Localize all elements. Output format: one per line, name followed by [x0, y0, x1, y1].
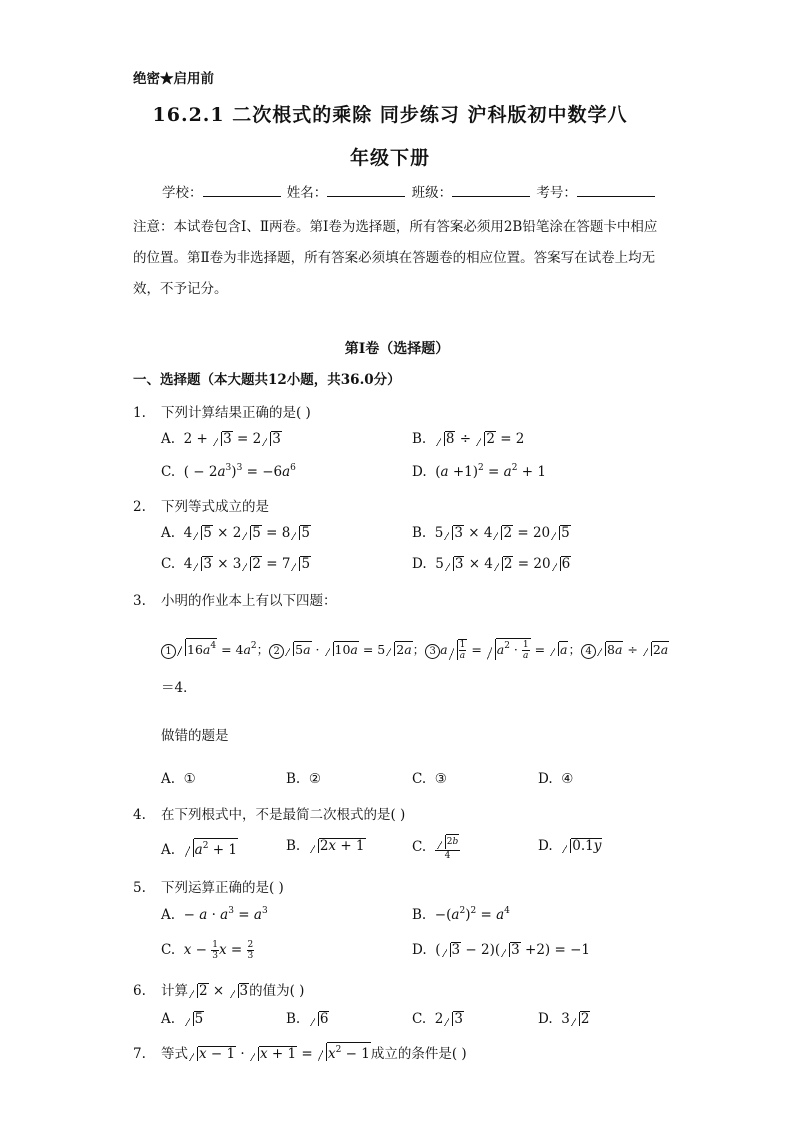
- question-number: 2.: [133, 499, 146, 515]
- q1-option-a[interactable]: A. 2 + 3 = 2 3: [161, 431, 281, 447]
- question-4: [133, 803, 405, 823]
- q1-option-c[interactable]: C. ( − $2a^3)^3 = -6a^6$: [161, 463, 296, 480]
- school-blank[interactable]: [203, 184, 281, 197]
- q2-option-b[interactable]: B. 5 3 × 4 2 = 20 5: [412, 525, 570, 541]
- page-title: 16.2.1 二次根式的乘除 同步练习 沪科版初中数学八: [152, 104, 628, 126]
- question-6: 6. 计算 2 × 3的值为( ): [133, 983, 305, 999]
- exam-number-label: 考号：: [536, 185, 577, 201]
- class-blank[interactable]: [452, 184, 530, 197]
- name-blank[interactable]: [327, 184, 405, 197]
- q5-option-b[interactable]: B. $-(a^2)^2 = a^4$: [412, 906, 510, 923]
- q2-option-a[interactable]: A. 4 5 × 2 5 = 8 5: [161, 525, 310, 541]
- class-label: 班级：: [411, 185, 453, 201]
- q4-option-a[interactable]: A. $a^2 + 1$: [161, 838, 238, 858]
- q6-option-c[interactable]: C. 2 3: [412, 1011, 463, 1027]
- q3-statements: 1 $16a^4 = 4a^2$； 2 5a · 10a = 5 2a； 3 a $\frac{1}{a}$ = $a^2$ · $\frac{1}{a}$ = a； 4 8a ÷ 2a: [161, 638, 669, 661]
- question-number: 6.: [133, 983, 146, 999]
- student-info-row: [162, 181, 657, 201]
- section-title: 第Ⅰ卷（选择题）: [344, 341, 450, 357]
- q6-option-d[interactable]: D. 3 2: [538, 1011, 590, 1027]
- q3-prompt: 做错的题是: [161, 728, 229, 744]
- question-stem: 下列计算结果正确的是( ): [161, 405, 311, 421]
- q6-option-a[interactable]: A. 5: [161, 1011, 204, 1027]
- part-title: 一、选择题（本大题共12小题，共36.0分）: [133, 372, 401, 388]
- q4-option-d[interactable]: D. 0.1y: [538, 838, 602, 854]
- question-5: [133, 876, 284, 896]
- name-label: 姓名：: [286, 185, 328, 201]
- question-1: [133, 401, 311, 421]
- question-stem: 小明的作业本上有以下四题：: [161, 593, 337, 609]
- exam-number-blank[interactable]: [577, 184, 655, 197]
- q6-option-b[interactable]: B. 6: [286, 1011, 329, 1027]
- q4-option-b[interactable]: B. 2x + 1: [286, 838, 365, 854]
- q3-option-c[interactable]: C. ③: [412, 771, 447, 787]
- school-label: 学校：: [162, 185, 203, 201]
- q4-option-c[interactable]: C. $\frac{2b}{4}$: [412, 834, 460, 861]
- q2-option-d[interactable]: D. 5 3 × 4 2 = 20 6: [412, 556, 571, 572]
- question-stem: 下列等式成立的是: [161, 499, 269, 515]
- question-number: 7.: [133, 1046, 146, 1062]
- question-3: [133, 589, 337, 609]
- q3-option-b[interactable]: B. ②: [286, 771, 321, 787]
- q3-option-a[interactable]: A. ①: [161, 771, 196, 787]
- question-7: 7. 等式 $x - 1 \cdot x + 1 = x^2 - 1$成立的条件是( ): [133, 1042, 467, 1062]
- q5-option-d[interactable]: D. ( 3 − 2)( 3 +2) = −1: [412, 942, 590, 958]
- q3-statements-tail: ＝4．: [161, 680, 197, 696]
- question-2: [133, 495, 269, 515]
- exam-notice: 注意：本试卷包含Ⅰ、Ⅱ两卷。第Ⅰ卷为选择题，所有答案必须用2B铅笔涂在答题卡中相应的位置。第Ⅱ卷为非选择题，所有答案必须填在答题卷的相应位置。答案写在试卷上均无效，不予记分。: [133, 219, 658, 297]
- secret-label: 绝密★启用前: [133, 71, 214, 87]
- q1-option-b[interactable]: B. 8 ÷ 2 = 2: [412, 431, 525, 447]
- q5-option-a[interactable]: A. − $a \cdot a^3 = a^3$: [161, 906, 268, 923]
- question-number: 1.: [133, 405, 146, 421]
- question-stem: 在下列根式中，不是最简二次根式的是( ): [161, 807, 406, 823]
- q5-option-c[interactable]: C. x − $\frac{1}{3}$ x = $\frac{2}{3}$: [161, 940, 254, 961]
- question-number: 4.: [133, 807, 146, 823]
- q3-option-d[interactable]: D. ④: [538, 771, 574, 787]
- page-title-line2: 年级下册: [349, 147, 430, 169]
- question-number: 5.: [133, 880, 146, 896]
- question-number: 3.: [133, 593, 146, 609]
- q1-option-d[interactable]: D. $(a +1)^2 = a^2 + 1$: [412, 463, 546, 480]
- question-stem: 下列运算正确的是( ): [161, 880, 284, 896]
- q2-option-c[interactable]: C. 4 3 × 3 2 = 7 5: [161, 556, 311, 572]
